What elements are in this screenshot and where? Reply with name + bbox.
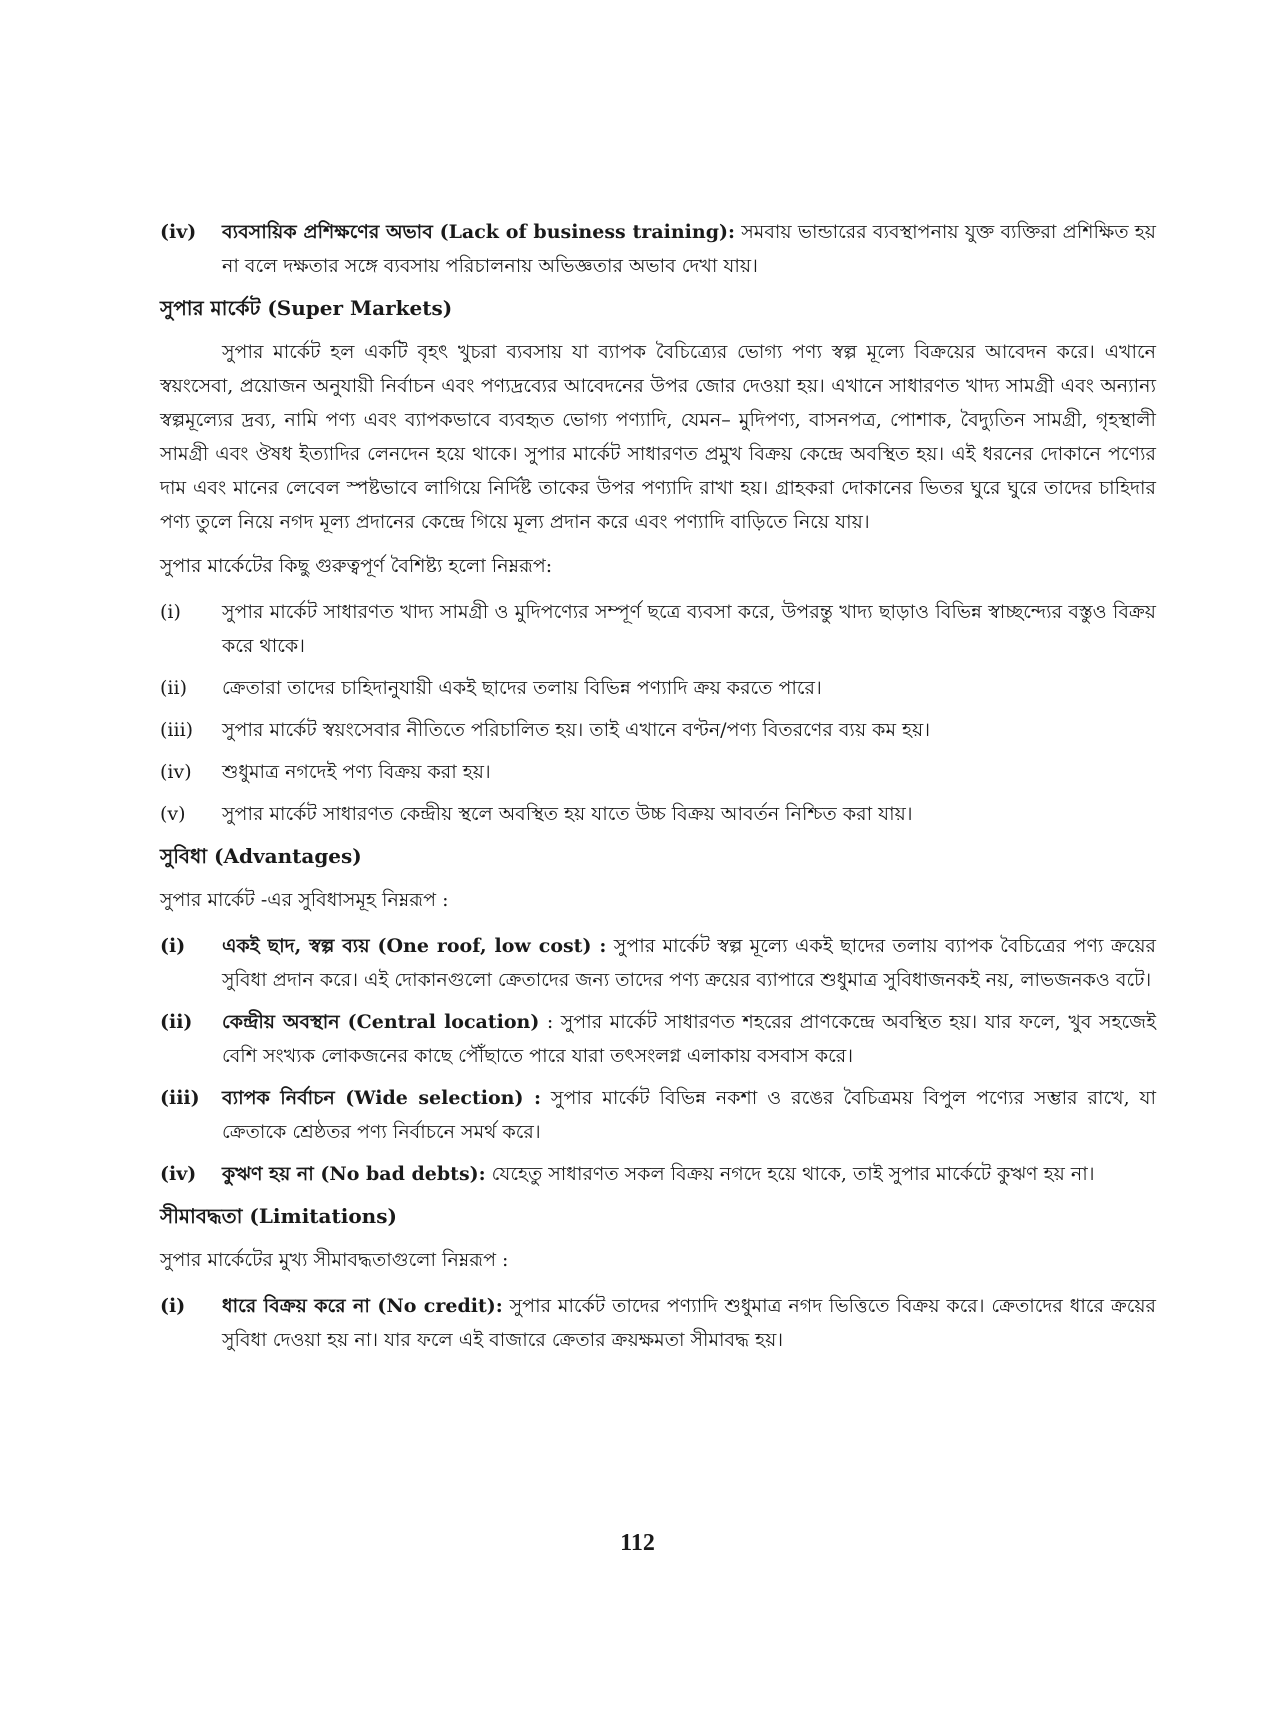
list-item: [160, 797, 1156, 831]
item-number: (i): [160, 601, 181, 623]
list-item: [160, 755, 1156, 789]
item-title: ব্যাপক নির্বাচন (Wide selection) :: [222, 1087, 541, 1109]
item-text: সমবায় ভান্ডারের ব্যবস্থাপনায় যুক্ত ব্যক্তিরা প্রশিক্ষিত হয় না বলে দক্ষতার সঙ্গে ব্যবসায় পরিচালনায় অভিজ্ঞতার অভাব দেখা যায়।: [222, 221, 1156, 277]
item-text: সুপার মার্কেট সাধারণত খাদ্য সামগ্রী ও মুদিপণ্যের সম্পূর্ণ ছত্রে ব্যবসা করে, উপরন্তু খাদ্য ছাড়াও বিভিন্ন স্বাচ্ছন্দ্যের বস্তুও বিক্রয় করে থাকে।: [222, 601, 1156, 657]
item-body: [222, 929, 1156, 997]
list-item: [160, 595, 1156, 663]
list-item: [160, 1005, 1156, 1073]
super-markets-paragraph: সুপার মার্কেট হল একটি বৃহৎ খুচরা ব্যবসায় যা ব্যাপক বৈচিত্র্যের ভোগ্য পণ্য স্বল্প মূল্যে বিক্রয়ের আবেদন করে। এখানে স্বয়ংসেবা, প্রয়োজন অনুযায়ী নির্বাচন এবং পণ্যদ্রব্যের আবেদনের উপর জোর দেওয়া হয়। এখানে সাধারণত খাদ্য সামগ্রী এবং অন্যান্য স্বল্পমূল্যের দ্রব্য, নামি পণ্য এবং ব্যাপকভাবে ব্যবহৃত ভোগ্য পণ্যাদি, যেমন– মুদিপণ্য, বাসনপত্র, পোশাক, বৈদ্যুতিন সামগ্রী, গৃহস্থালী সামগ্রী এবং ঔষধ ইত্যাদির লেনদেন হয়ে থাকে। সুপার মার্কেট সাধারণত প্রমুখ বিক্রয় কেন্দ্রে অবস্থিত হয়। এই ধরনের দোকানে পণ্যের দাম এবং মানের লেবেল স্পষ্টভাবে লাগিয়ে নির্দিষ্ট তাকের উপর পণ্যাদি রাখা হয়। গ্রাহকরা দোকানের ভিতর ঘুরে ঘুরে তাদের চাহিদার পণ্য তুলে নিয়ে নগদ মূল্য প্রদানের কেন্দ্রে গিয়ে মূল্য প্রদান করে এবং পণ্যাদি বাড়িতে নিয়ে যায়।: [160, 341, 1156, 533]
item-number: (i): [160, 935, 186, 957]
item-text: সুপার মার্কেট তাদের পণ্যাদি শুধুমাত্র নগদ ভিত্তিতে বিক্রয় করে। ক্রেতাদের ধারে ক্রয়ের সুবিধা দেওয়া হয় না। যার ফলে এই বাজারে ক্রেতার ক্রয়ক্ষমতা সীমাবদ্ধ হয়।: [222, 1295, 1156, 1351]
item-text: সুপার মার্কেট স্বল্প মূল্যে একই ছাদের তলায় ব্যাপক বৈচিত্রের পণ্য ক্রয়ের সুবিধা প্রদান করে। এই দোকানগুলো ক্রেতাদের জন্য তাদের পণ্য ক্রয়ের ব্যাপারে শুধুমাত্র সুবিধাজনকই নয়, লাভজনকও বটে।: [222, 935, 1156, 991]
list-item: [160, 929, 1156, 997]
list-item: [160, 713, 1156, 747]
item-number: (v): [160, 803, 186, 825]
advantages-intro: সুপার মার্কেট -এর সুবিধাসমূহ নিম্নরূপ :: [160, 889, 449, 911]
item-body: [222, 215, 1156, 283]
item-title: ধারে বিক্রয় করে না (No credit):: [222, 1295, 503, 1317]
item-body: [222, 1005, 1156, 1073]
section-heading-super-markets: সুপার মার্কেট (Super Markets): [160, 296, 453, 320]
item-text: সুপার মার্কেট বিভিন্ন নকশা ও রঙের বৈচিত্রময় বিপুল পণ্যের সম্ভার রাখে, যা ক্রেতাকে শ্রেষ্ঠতর পণ্য নির্বাচনে সমর্থ করে।: [222, 1087, 1156, 1143]
item-number: (iv): [160, 221, 197, 243]
section-heading-advantages: সুবিধা (Advantages): [160, 844, 362, 868]
item-number: (iii): [160, 1087, 200, 1109]
item-title: কুঋণ হয় না (No bad debts):: [222, 1163, 486, 1185]
item-body: [222, 1157, 1156, 1191]
item-number: (iii): [160, 719, 194, 741]
item-title: কেন্দ্রীয় অবস্থান (Central location): [222, 1011, 540, 1033]
item-text: শুধুমাত্র নগদেই পণ্য বিক্রয় করা হয়।: [222, 761, 491, 783]
item-body: [222, 1289, 1156, 1357]
item-number: (iv): [160, 761, 192, 783]
item-text: সুপার মার্কেট সাধারণত কেন্দ্রীয় স্থলে অবস্থিত হয় যাতে উচ্চ বিক্রয় আবর্তন নিশ্চিত করা যায়।: [222, 803, 913, 825]
list-item: [160, 1081, 1156, 1149]
item-number: (i): [160, 1295, 186, 1317]
section-heading-limitations: সীমাবদ্ধতা (Limitations): [160, 1204, 397, 1228]
item-body: [222, 1081, 1156, 1149]
list-item: [160, 1157, 1156, 1191]
item-title: ব্যবসায়িক প্রশিক্ষণের অভাব (Lack of business training):: [222, 221, 735, 243]
page-content: [160, 215, 1156, 1365]
features-intro: সুপার মার্কেটের কিছু গুরুত্বপূর্ণ বৈশিষ্ট্য হলো নিম্নরূপ:: [160, 555, 553, 577]
list-item: [160, 1289, 1156, 1357]
item-text: যেহেতু সাধারণত সকল বিক্রয় নগদে হয়ে থাকে, তাই সুপার মার্কেটে কুঋণ হয় না।: [485, 1163, 1095, 1185]
limitations-intro: সুপার মার্কেটের মুখ্য সীমাবদ্ধতাগুলো নিম্নরূপ :: [160, 1249, 509, 1271]
list-item: [160, 215, 1156, 283]
item-text: ক্রেতারা তাদের চাহিদানুযায়ী একই ছাদের তলায় বিভিন্ন পণ্যাদি ক্রয় করতে পারে।: [222, 677, 822, 699]
item-text: সুপার মার্কেট স্বয়ংসেবার নীতিতে পরিচালিত হয়। তাই এখানে বণ্টন/পণ্য বিতরণের ব্যয় কম হয়।: [222, 719, 931, 741]
item-number: (ii): [160, 677, 187, 699]
list-item: [160, 671, 1156, 705]
item-text: : সুপার মার্কেট সাধারণত শহরের প্রাণকেন্দ্রে অবস্থিত হয়। যার ফলে, খুব সহজেই বেশি সংখ্যক লোকজনের কাছে পৌঁছাতে পারে যারা তৎসংলগ্ন এলাকায় বসবাস করে।: [222, 1011, 1156, 1067]
item-title: একই ছাদ, স্বল্প ব্যয় (One roof, low cost) :: [222, 935, 607, 957]
item-number: (iv): [160, 1163, 197, 1185]
item-number: (ii): [160, 1011, 193, 1033]
page-number: 112: [620, 1530, 655, 1556]
